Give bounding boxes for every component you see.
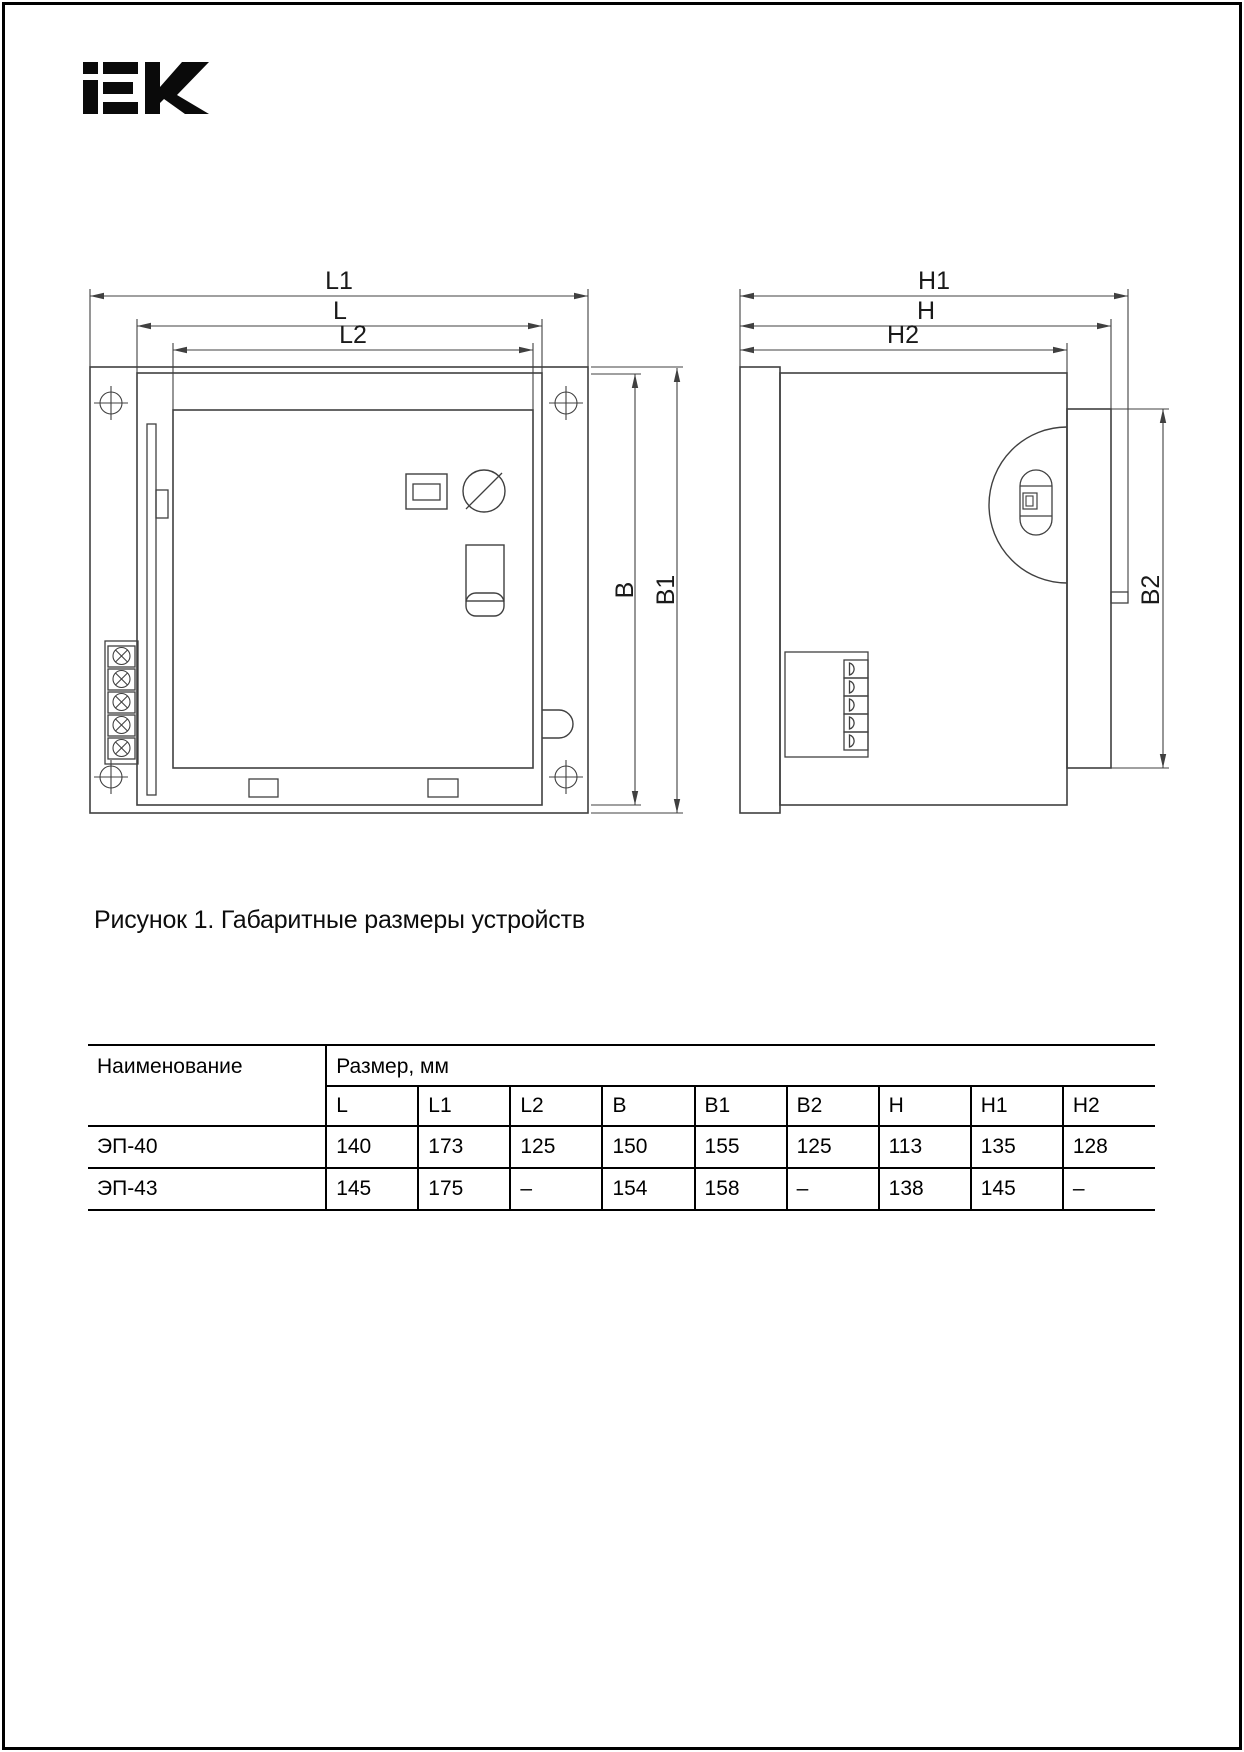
- dim-label-l1: L1: [325, 267, 353, 295]
- table-row: [88, 1126, 1155, 1168]
- dim-label-l: L: [333, 297, 347, 325]
- dim-label-h: H: [916, 297, 936, 325]
- logo-i-dot: [83, 62, 98, 74]
- cell-value: 140: [326, 1126, 418, 1168]
- cell-value: –: [1063, 1168, 1155, 1210]
- logo-e-mid: [103, 82, 133, 94]
- side-view-drawing: [740, 367, 1128, 813]
- logo-k: [145, 62, 209, 114]
- cell-value: 173: [418, 1126, 510, 1168]
- col-header-b2: B2: [787, 1086, 879, 1126]
- front-panel: [137, 373, 542, 805]
- side-seal-screw-inner: [1026, 496, 1033, 506]
- iek-logo: [83, 62, 209, 114]
- front-inner-face: [173, 410, 533, 768]
- col-header-l1: L1: [418, 1086, 510, 1126]
- dim-label-b: B: [611, 581, 639, 599]
- cell-value: 125: [510, 1126, 602, 1168]
- col-header-l2: L2: [510, 1086, 602, 1126]
- side-seal-screw: [1023, 493, 1037, 509]
- side-terminal-block: [785, 652, 868, 757]
- side-body: [780, 373, 1067, 805]
- cell-value: 145: [971, 1168, 1063, 1210]
- logo-e-bottom: [103, 102, 138, 114]
- dimensions-table: [88, 1044, 1155, 1211]
- figure-caption: Рисунок 1. Габаритные размеры устройств: [94, 906, 585, 934]
- side-rear-block: [1067, 409, 1111, 768]
- mounting-holes: [94, 386, 583, 794]
- front-window: [406, 474, 447, 509]
- front-slot-pill: [466, 593, 504, 616]
- cell-value: 158: [695, 1168, 787, 1210]
- col-header-b: B: [602, 1086, 694, 1126]
- col-header-h2: H2: [1063, 1086, 1155, 1126]
- front-strip-tab: [156, 490, 168, 518]
- front-view-drawing: [90, 367, 588, 813]
- front-foot-left: [249, 779, 278, 797]
- col-header-l: L: [326, 1086, 418, 1126]
- cell-value: 128: [1063, 1126, 1155, 1168]
- front-window-inner: [413, 484, 440, 500]
- logo-e-top: [103, 62, 138, 74]
- cell-value: 145: [326, 1168, 418, 1210]
- front-flange: [90, 367, 588, 813]
- col-header-h1: H1: [971, 1086, 1063, 1126]
- cell-value: 135: [971, 1126, 1063, 1168]
- front-foot-right: [428, 779, 458, 797]
- logo-i-stem: [83, 80, 98, 114]
- column-header-size-group: Размер, мм: [326, 1045, 1155, 1086]
- cell-value: –: [787, 1168, 879, 1210]
- side-front-flange: [740, 367, 780, 813]
- terminal-screws: [113, 648, 130, 757]
- side-seal-stadium: [1020, 470, 1052, 535]
- dim-label-l2: L2: [339, 321, 367, 349]
- dim-label-b2: B2: [1137, 574, 1165, 606]
- cell-value: 113: [879, 1126, 971, 1168]
- cell-value: 138: [879, 1168, 971, 1210]
- front-screw-slot: [466, 473, 502, 509]
- row-name: ЭП-40: [88, 1126, 326, 1168]
- dim-label-h2: H2: [887, 321, 919, 349]
- side-rear-tab: [1111, 592, 1128, 603]
- front-left-strip: [147, 424, 156, 795]
- table-row: [88, 1168, 1155, 1210]
- front-latch-tab: [542, 710, 573, 738]
- cell-value: –: [510, 1168, 602, 1210]
- front-terminal-block: [105, 641, 138, 764]
- cell-value: 154: [602, 1168, 694, 1210]
- cell-value: 150: [602, 1126, 694, 1168]
- cell-value: 175: [418, 1168, 510, 1210]
- col-header-h: H: [879, 1086, 971, 1126]
- col-header-b1: B1: [695, 1086, 787, 1126]
- dim-label-h1: H1: [918, 267, 950, 295]
- cell-value: 125: [787, 1126, 879, 1168]
- dim-label-b1: B1: [652, 574, 680, 606]
- side-seal-boss: [989, 427, 1067, 583]
- column-header-name: Наименование: [88, 1045, 326, 1126]
- cell-value: 155: [695, 1126, 787, 1168]
- row-name: ЭП-43: [88, 1168, 326, 1210]
